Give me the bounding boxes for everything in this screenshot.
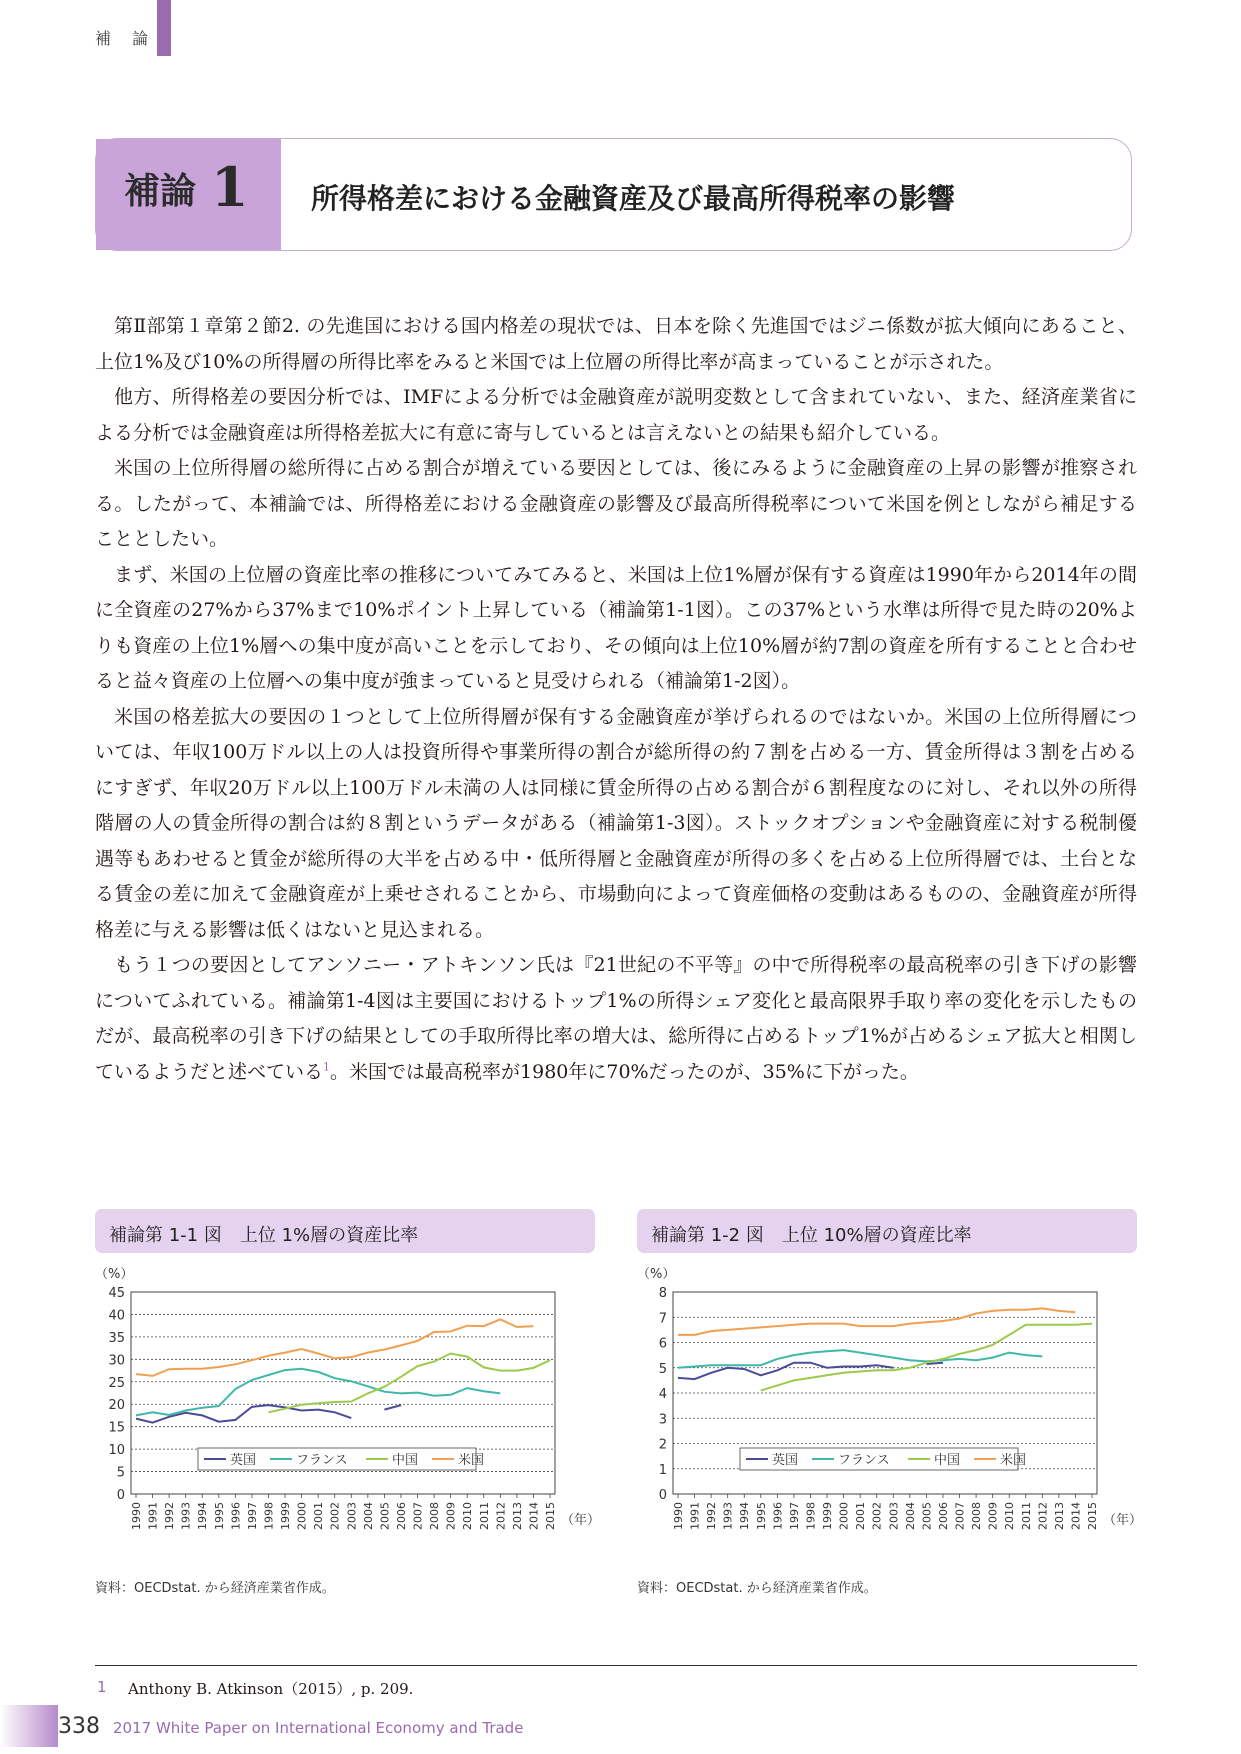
x-tick-label: 2009 (444, 1502, 458, 1530)
series-line-中国 (269, 1354, 551, 1413)
paragraph-text: 。米国では最高税率が1980年に70%だったのが、35%に下がった。 (330, 1060, 919, 1083)
x-tick-label: 2002 (328, 1502, 342, 1530)
x-tick-label: 2008 (428, 1502, 442, 1530)
page-number: 338 (58, 1714, 100, 1739)
y-tick-label: 30 (108, 1353, 125, 1369)
y-tick-label: 5 (116, 1465, 125, 1481)
y-tick-label: 0 (658, 1488, 667, 1503)
x-tick-label: 1998 (262, 1502, 276, 1530)
running-head-bar (157, 0, 171, 56)
series-line-フランス (678, 1350, 1042, 1368)
x-tick-label: 2014 (527, 1502, 541, 1530)
y-tick-label: 15 (108, 1420, 125, 1436)
figure-1-header: 補論第 1-1 図 上位 1%層の資産比率 (95, 1209, 595, 1253)
x-tick-label: 2012 (494, 1502, 508, 1530)
y-tick-label: 5 (658, 1361, 667, 1377)
footnote-ref[interactable]: 1 (323, 1060, 331, 1074)
x-tick-label: 1996 (229, 1502, 243, 1530)
x-tick-label: 2007 (411, 1502, 425, 1530)
series-line-中国 (761, 1324, 1092, 1391)
x-tick-label: 2008 (970, 1502, 984, 1530)
section-number: 1 (211, 155, 249, 219)
x-tick-label: 2003 (887, 1502, 901, 1530)
legend-label: フランス (838, 1453, 890, 1468)
x-tick-label: 2001 (854, 1502, 868, 1530)
x-tick-label: 2005 (920, 1502, 934, 1530)
paragraph: 米国の上位所得層の総所得に占める割合が増えている要因としては、後にみるように金融資産の上昇の影響が推察される。したがって、本補論では、所得格差における金融資産の影響及び最高所得税率について米国を例としながら補足することとしたい。 (95, 457, 1137, 550)
y-tick-label: 3 (658, 1412, 667, 1428)
y-tick-label: 45 (108, 1286, 125, 1301)
legend-label: 中国 (392, 1453, 419, 1468)
x-tick-label: 1991 (688, 1502, 702, 1530)
series-line-米国 (136, 1319, 533, 1376)
x-tick-label: 2015 (1086, 1502, 1099, 1530)
section-title-box (95, 138, 1132, 251)
y-tick-label: 8 (658, 1286, 667, 1301)
x-tick-label: 2000 (295, 1502, 309, 1530)
x-tick-label: 1997 (787, 1502, 801, 1530)
x-tick-label: 2012 (1036, 1502, 1050, 1530)
x-tick-label: 2003 (345, 1502, 359, 1530)
x-tick-label: 2010 (1003, 1502, 1017, 1530)
footnote-rule (95, 1665, 1137, 1666)
legend-label: 英国 (772, 1453, 799, 1468)
x-tick-label: 1994 (196, 1502, 210, 1530)
running-head: 補 論 (95, 29, 157, 48)
x-tick-label: 2013 (1052, 1502, 1066, 1530)
body-text (95, 309, 1137, 1090)
x-tick-label: 2011 (1019, 1502, 1033, 1530)
x-tick-label: 2011 (477, 1502, 491, 1530)
x-tick-label: 1995 (754, 1502, 768, 1530)
x-tick-label: 1993 (179, 1502, 193, 1530)
y-tick-label: 0 (116, 1488, 125, 1503)
y-tick-label: 6 (658, 1336, 667, 1352)
y-tick-label: 25 (108, 1375, 125, 1391)
x-tick-label: 2002 (870, 1502, 884, 1530)
x-tick-label: 2005 (378, 1502, 392, 1530)
x-tick-label: 1993 (721, 1502, 735, 1530)
x-tick-label: 1992 (705, 1502, 719, 1530)
section-label: 補論 (124, 170, 197, 212)
x-tick-label: 1998 (804, 1502, 818, 1530)
x-tick-label: 1991 (146, 1502, 160, 1530)
x-tick-label: 1996 (771, 1502, 785, 1530)
x-tick-label: 2013 (510, 1502, 524, 1530)
figure-2-header: 補論第 1-2 図 上位 10%層の資産比率 (637, 1209, 1137, 1253)
paragraph: 第Ⅱ部第１章第２節2. の先進国における国内格差の現状では、日本を除く先進国ではジニ係数が拡大傾向にあること、上位1%及び10%の所得層の所得比率をみると米国では上位層の所得比率が高まっていることが示された。 (95, 315, 1137, 373)
paragraph: まず、米国の上位層の資産比率の推移についてみてみると、米国は上位1%層が保有する資産は1990年から2014年の間に全資産の27%から37%まで10%ポイント上昇している（補論第1-1図）。この37%という水準は所得で見た時の20%よりも資産の上位1%層への集中度が高いことを示しており、その傾向は上位10%層が約7割の資産を所有することと合わせると益々資産の上位層への集中度が強まっていると見受けられる（補論第1-2図）。 (95, 563, 1137, 692)
legend-label: 米国 (1000, 1453, 1027, 1468)
paragraph: 他方、所得格差の要因分析では、IMFによる分析では金融資産が説明変数として含まれていない、また、経済産業省による分析では金融資産は所得格差拡大に有意に寄与しているとは言えないとの結果も紹介している。 (95, 386, 1137, 444)
y-tick-label: 7 (658, 1311, 667, 1327)
paragraph-last (95, 948, 1137, 1090)
paragraph-text: もう１つの要因としてアンソニー・アトキンソン氏は『21世紀の不平等』の中で所得税率の最高税率の引き下げの影響についてふれている。補論第1-4図は主要国におけるトップ1%の所得シェア変化と最高限界手取り率の変化を示したものだが、最高税率の引き下げの結果としての手取所得比率の増大は、総所得に占めるトップ1%が占めるシェア拡大と相関しているようだと述べている (95, 954, 1137, 1083)
y-tick-label: 40 (108, 1308, 125, 1324)
y-tick-label: 1 (658, 1462, 667, 1478)
x-unit-label: （年） (1103, 1513, 1143, 1528)
y-tick-label: 2 (658, 1437, 667, 1453)
x-tick-label: 1990 (130, 1502, 143, 1530)
x-tick-label: 2010 (461, 1502, 475, 1530)
x-tick-label: 2006 (394, 1502, 408, 1530)
x-tick-label: 1994 (738, 1502, 752, 1530)
x-tick-label: 2006 (936, 1502, 950, 1530)
x-tick-label: 2001 (312, 1502, 326, 1530)
x-unit-label: （年） (561, 1513, 601, 1528)
section-title: 所得格差における金融資産及び最高所得税率の影響 (311, 182, 956, 215)
y-unit-label: （%） (95, 1267, 134, 1282)
x-tick-label: 1995 (212, 1502, 226, 1530)
x-tick-label: 2007 (953, 1502, 967, 1530)
y-tick-label: 10 (108, 1443, 125, 1459)
x-tick-label: 2015 (544, 1502, 557, 1530)
y-tick-label: 4 (658, 1387, 667, 1402)
x-tick-label: 1990 (672, 1502, 685, 1530)
x-tick-label: 2004 (903, 1502, 917, 1530)
series-line-フランス (136, 1369, 500, 1416)
footnote-text: Anthony B. Atkinson（2015）, p. 209. (128, 1680, 414, 1698)
x-tick-label: 2009 (986, 1502, 1000, 1530)
legend-label: フランス (296, 1453, 348, 1468)
footnote-number: 1 (97, 1678, 107, 1696)
x-tick-label: 1999 (279, 1502, 293, 1530)
x-tick-label: 2014 (1069, 1502, 1083, 1530)
figure-2-source: 資料：OECDstat. から経済産業省作成。 (637, 1581, 877, 1596)
paragraph: 米国の格差拡大の要因の１つとして上位所得層が保有する金融資産が挙げられるのではないか。米国の上位所得層については、年収100万ドル以上の人は投資所得や事業所得の割合が総所得の約７割を占める一方、賃金所得は３割を占めるにすぎず、年収20万ドル以上100万ドル未満の人は同様に賃金所得の占める割合が６割程度なのに対し、それ以外の所得階層の人の賃金所得の割合は約８割というデータがある（補論第1-3図）。ストックオプションや金融資産に対する税制優遇等もあわせると賃金が総所得の大半を占める中・低所得層と金融資産が所得の多くを占める上位所得層では、土台となる賃金の差に加えて金融資産が上乗せされることから、市場動向によって資産価格の変動はあるものの、金融資産が所得格差に与える影響は低くはないと見込まれる。 (95, 705, 1137, 941)
x-tick-label: 2004 (361, 1502, 375, 1530)
figure-2-chart (637, 1262, 1143, 1574)
x-tick-label: 1999 (821, 1502, 835, 1530)
figure-1-chart (95, 1262, 601, 1574)
y-tick-label: 35 (108, 1330, 125, 1346)
x-tick-label: 2000 (837, 1502, 851, 1530)
y-tick-label: 20 (108, 1398, 125, 1414)
page-number-bar (0, 1705, 58, 1747)
x-tick-label: 1997 (245, 1502, 259, 1530)
legend-label: 米国 (458, 1453, 485, 1468)
publication-title: 2017 White Paper on International Economy and Trade (113, 1719, 524, 1737)
figure-1-source: 資料：OECDstat. から経済産業省作成。 (95, 1581, 335, 1596)
x-tick-label: 1992 (163, 1502, 177, 1530)
legend-label: 英国 (230, 1453, 257, 1468)
y-unit-label: （%） (637, 1267, 676, 1282)
legend-label: 中国 (934, 1453, 961, 1468)
